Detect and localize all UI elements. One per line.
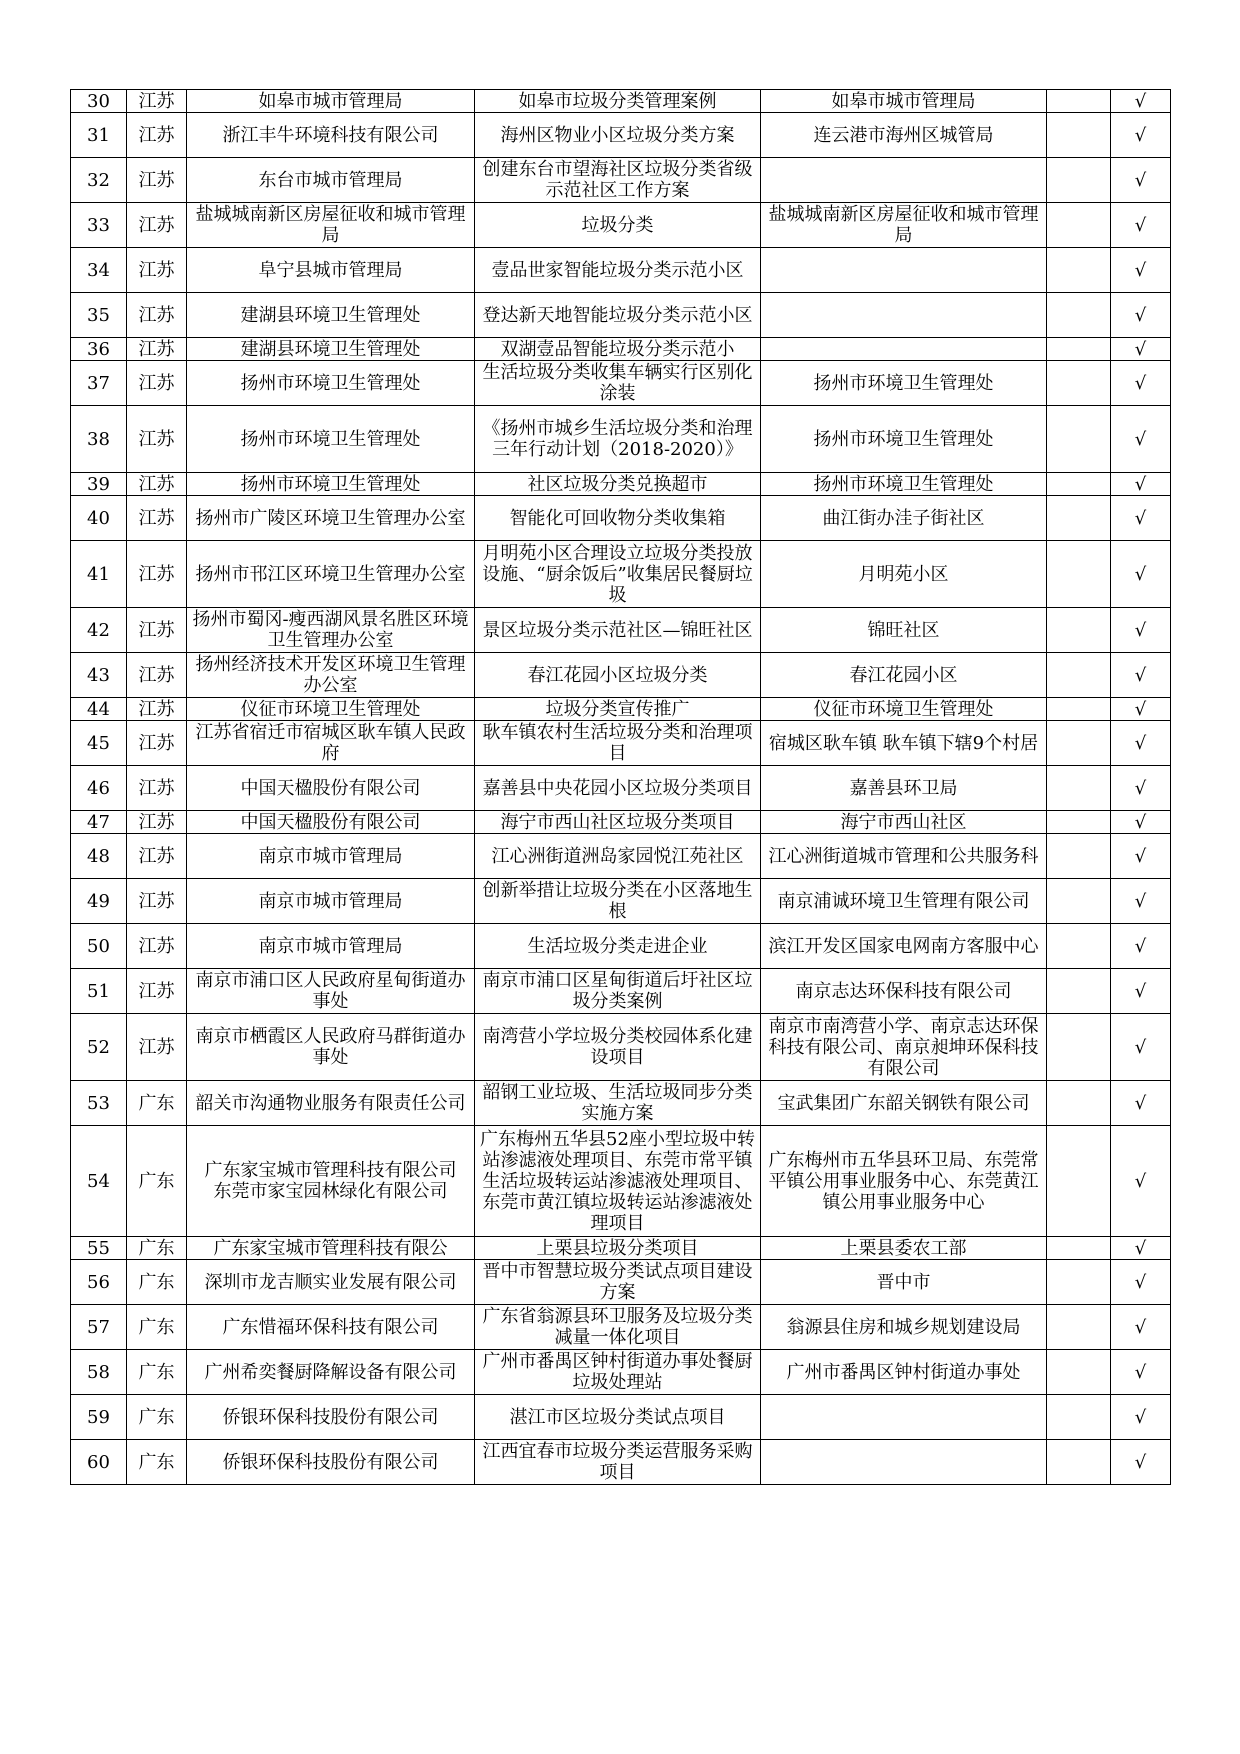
province-cell: 江苏 (127, 811, 187, 834)
table-row (71, 766, 1171, 811)
implementing-unit-cell: 南京志达环保科技有限公司 (761, 969, 1047, 1014)
empty-cell (1047, 969, 1111, 1014)
project-name-cell: 江心洲街道洲岛家园悦江苑社区 (475, 834, 761, 879)
implementing-unit-cell: 海宁市西山社区 (761, 811, 1047, 834)
province-cell: 江苏 (127, 879, 187, 924)
organization-cell: 江苏省宿迁市宿城区耿车镇人民政府 (187, 721, 475, 766)
implementing-unit-cell: 江心洲街道城市管理和公共服务科 (761, 834, 1047, 879)
empty-cell (1047, 338, 1111, 361)
province-cell: 江苏 (127, 113, 187, 158)
table-row (71, 608, 1171, 653)
implementing-unit-cell: 滨江开发区国家电网南方客服中心 (761, 924, 1047, 969)
table-row (71, 1305, 1171, 1350)
implementing-unit-cell: 盐城城南新区房屋征收和城市管理局 (761, 203, 1047, 248)
project-name-cell: 嘉善县中央花园小区垃圾分类项目 (475, 766, 761, 811)
check-mark-cell: √ (1111, 1395, 1171, 1440)
province-cell: 江苏 (127, 473, 187, 496)
organization-cell: 侨银环保科技股份有限公司 (187, 1440, 475, 1485)
check-mark-cell: √ (1111, 1440, 1171, 1485)
check-mark-cell: √ (1111, 1350, 1171, 1395)
row-number: 46 (71, 766, 127, 811)
project-name-cell: 南湾营小学垃圾分类校园体系化建设项目 (475, 1014, 761, 1081)
project-name-cell: 海宁市西山社区垃圾分类项目 (475, 811, 761, 834)
row-number: 58 (71, 1350, 127, 1395)
implementing-unit-cell (761, 248, 1047, 293)
province-cell: 广东 (127, 1440, 187, 1485)
empty-cell (1047, 1126, 1111, 1237)
row-number: 60 (71, 1440, 127, 1485)
implementing-unit-cell (761, 293, 1047, 338)
check-mark-cell: √ (1111, 811, 1171, 834)
check-mark-cell: √ (1111, 496, 1171, 541)
project-table (70, 89, 1171, 1485)
implementing-unit-cell: 晋中市 (761, 1260, 1047, 1305)
province-cell: 江苏 (127, 924, 187, 969)
organization-cell: 广东惜福环保科技有限公司 (187, 1305, 475, 1350)
province-cell: 广东 (127, 1395, 187, 1440)
organization-cell: 南京市栖霞区人民政府马群街道办事处 (187, 1014, 475, 1081)
organization-cell: 韶关市沟通物业服务有限责任公司 (187, 1081, 475, 1126)
organization-cell: 深圳市龙吉顺实业发展有限公司 (187, 1260, 475, 1305)
check-mark-cell: √ (1111, 653, 1171, 698)
row-number: 47 (71, 811, 127, 834)
check-mark-cell: √ (1111, 834, 1171, 879)
empty-cell (1047, 834, 1111, 879)
empty-cell (1047, 811, 1111, 834)
table-row (71, 1237, 1171, 1260)
implementing-unit-cell: 宝武集团广东韶关钢铁有限公司 (761, 1081, 1047, 1126)
organization-cell: 扬州市环境卫生管理处 (187, 473, 475, 496)
province-cell: 广东 (127, 1260, 187, 1305)
row-number: 55 (71, 1237, 127, 1260)
implementing-unit-cell (761, 1440, 1047, 1485)
empty-cell (1047, 1305, 1111, 1350)
project-name-cell: 《扬州市城乡生活垃圾分类和治理三年行动计划（2018-2020）》 (475, 406, 761, 473)
implementing-unit-cell: 南京浦诚环境卫生管理有限公司 (761, 879, 1047, 924)
province-cell: 广东 (127, 1237, 187, 1260)
organization-cell: 侨银环保科技股份有限公司 (187, 1395, 475, 1440)
empty-cell (1047, 1260, 1111, 1305)
table-row (71, 834, 1171, 879)
project-name-cell: 广州市番禺区钟村街道办事处餐厨垃圾处理站 (475, 1350, 761, 1395)
province-cell: 江苏 (127, 541, 187, 608)
implementing-unit-cell: 广东梅州市五华县环卫局、东莞常平镇公用事业服务中心、东莞黄江镇公用事业服务中心 (761, 1126, 1047, 1237)
implementing-unit-cell (761, 1395, 1047, 1440)
province-cell: 江苏 (127, 653, 187, 698)
organization-cell: 中国天楹股份有限公司 (187, 766, 475, 811)
table-row (71, 361, 1171, 406)
project-name-cell: 如皋市垃圾分类管理案例 (475, 90, 761, 113)
row-number: 59 (71, 1395, 127, 1440)
row-number: 45 (71, 721, 127, 766)
project-name-cell: 垃圾分类 (475, 203, 761, 248)
row-number: 50 (71, 924, 127, 969)
check-mark-cell: √ (1111, 608, 1171, 653)
row-number: 32 (71, 158, 127, 203)
check-mark-cell: √ (1111, 406, 1171, 473)
check-mark-cell: √ (1111, 361, 1171, 406)
table-row (71, 248, 1171, 293)
row-number: 48 (71, 834, 127, 879)
row-number: 54 (71, 1126, 127, 1237)
table-row (71, 698, 1171, 721)
implementing-unit-cell: 扬州市环境卫生管理处 (761, 406, 1047, 473)
organization-cell: 扬州市广陵区环境卫生管理办公室 (187, 496, 475, 541)
organization-cell: 广东家宝城市管理科技有限公司 东莞市家宝园林绿化有限公司 (187, 1126, 475, 1237)
empty-cell (1047, 203, 1111, 248)
project-name-cell: 韶钢工业垃圾、生活垃圾同步分类实施方案 (475, 1081, 761, 1126)
document-page (70, 89, 1171, 1485)
project-name-cell: 创新举措让垃圾分类在小区落地生根 (475, 879, 761, 924)
project-name-cell: 湛江市区垃圾分类试点项目 (475, 1395, 761, 1440)
table-row (71, 90, 1171, 113)
project-name-cell: 生活垃圾分类走进企业 (475, 924, 761, 969)
row-number: 39 (71, 473, 127, 496)
province-cell: 江苏 (127, 361, 187, 406)
empty-cell (1047, 496, 1111, 541)
check-mark-cell: √ (1111, 541, 1171, 608)
row-number: 36 (71, 338, 127, 361)
check-mark-cell: √ (1111, 698, 1171, 721)
project-name-cell: 创建东台市望海社区垃圾分类省级示范社区工作方案 (475, 158, 761, 203)
province-cell: 江苏 (127, 496, 187, 541)
project-name-cell: 壹品世家智能垃圾分类示范小区 (475, 248, 761, 293)
implementing-unit-cell: 扬州市环境卫生管理处 (761, 473, 1047, 496)
table-row (71, 541, 1171, 608)
table-row (71, 653, 1171, 698)
row-number: 44 (71, 698, 127, 721)
project-name-cell: 南京市浦口区星甸街道后圩社区垃圾分类案例 (475, 969, 761, 1014)
organization-cell: 如皋市城市管理局 (187, 90, 475, 113)
project-name-cell: 登达新天地智能垃圾分类示范小区 (475, 293, 761, 338)
empty-cell (1047, 1081, 1111, 1126)
check-mark-cell: √ (1111, 879, 1171, 924)
province-cell: 江苏 (127, 721, 187, 766)
organization-cell: 建湖县环境卫生管理处 (187, 293, 475, 338)
table-row (71, 1350, 1171, 1395)
empty-cell (1047, 653, 1111, 698)
implementing-unit-cell: 扬州市环境卫生管理处 (761, 361, 1047, 406)
project-name-cell: 垃圾分类宣传推广 (475, 698, 761, 721)
organization-cell: 扬州市环境卫生管理处 (187, 406, 475, 473)
table-row (71, 879, 1171, 924)
organization-cell: 中国天楹股份有限公司 (187, 811, 475, 834)
row-number: 42 (71, 608, 127, 653)
table-row (71, 1260, 1171, 1305)
empty-cell (1047, 766, 1111, 811)
project-name-cell: 智能化可回收物分类收集箱 (475, 496, 761, 541)
check-mark-cell: √ (1111, 293, 1171, 338)
check-mark-cell: √ (1111, 90, 1171, 113)
table-row (71, 1395, 1171, 1440)
organization-cell: 扬州市蜀冈-瘦西湖风景名胜区环境卫生管理办公室 (187, 608, 475, 653)
province-cell: 广东 (127, 1081, 187, 1126)
check-mark-cell: √ (1111, 338, 1171, 361)
table-row (71, 1081, 1171, 1126)
organization-cell: 广东家宝城市管理科技有限公 (187, 1237, 475, 1260)
province-cell: 广东 (127, 1350, 187, 1395)
empty-cell (1047, 113, 1111, 158)
empty-cell (1047, 248, 1111, 293)
organization-cell: 建湖县环境卫生管理处 (187, 338, 475, 361)
province-cell: 江苏 (127, 969, 187, 1014)
empty-cell (1047, 1350, 1111, 1395)
table-row (71, 1126, 1171, 1237)
empty-cell (1047, 879, 1111, 924)
empty-cell (1047, 721, 1111, 766)
implementing-unit-cell: 南京市南湾营小学、南京志达环保科技有限公司、南京昶坤环保科技有限公司 (761, 1014, 1047, 1081)
project-name-cell: 江西宜春市垃圾分类运营服务采购项目 (475, 1440, 761, 1485)
empty-cell (1047, 158, 1111, 203)
implementing-unit-cell: 仪征市环境卫生管理处 (761, 698, 1047, 721)
row-number: 51 (71, 969, 127, 1014)
implementing-unit-cell: 连云港市海州区城管局 (761, 113, 1047, 158)
empty-cell (1047, 1395, 1111, 1440)
table-row (71, 721, 1171, 766)
check-mark-cell: √ (1111, 248, 1171, 293)
empty-cell (1047, 541, 1111, 608)
row-number: 38 (71, 406, 127, 473)
province-cell: 江苏 (127, 834, 187, 879)
implementing-unit-cell (761, 338, 1047, 361)
project-name-cell: 广东梅州五华县52座小型垃圾中转站渗滤液处理项目、东莞市常平镇生活垃圾转运站渗滤液处理项目、东莞市黄江镇垃圾转运站渗滤液处理项目 (475, 1126, 761, 1237)
province-cell: 江苏 (127, 293, 187, 338)
organization-cell: 南京市城市管理局 (187, 924, 475, 969)
organization-cell: 扬州市邗江区环境卫生管理办公室 (187, 541, 475, 608)
organization-cell: 东台市城市管理局 (187, 158, 475, 203)
table-row (71, 158, 1171, 203)
province-cell: 江苏 (127, 90, 187, 113)
province-cell: 江苏 (127, 338, 187, 361)
check-mark-cell: √ (1111, 1014, 1171, 1081)
organization-cell: 浙江丰牛环境科技有限公司 (187, 113, 475, 158)
implementing-unit-cell: 曲江街办洼子街社区 (761, 496, 1047, 541)
table-row (71, 203, 1171, 248)
empty-cell (1047, 90, 1111, 113)
province-cell: 江苏 (127, 766, 187, 811)
table-row (71, 1440, 1171, 1485)
project-name-cell: 海州区物业小区垃圾分类方案 (475, 113, 761, 158)
implementing-unit-cell: 锦旺社区 (761, 608, 1047, 653)
empty-cell (1047, 1440, 1111, 1485)
project-name-cell: 耿车镇农村生活垃圾分类和治理项目 (475, 721, 761, 766)
organization-cell: 盐城城南新区房屋征收和城市管理局 (187, 203, 475, 248)
check-mark-cell: √ (1111, 969, 1171, 1014)
check-mark-cell: √ (1111, 1260, 1171, 1305)
project-name-cell: 广东省翁源县环卫服务及垃圾分类减量一体化项目 (475, 1305, 761, 1350)
row-number: 49 (71, 879, 127, 924)
project-name-cell: 春江花园小区垃圾分类 (475, 653, 761, 698)
province-cell: 江苏 (127, 158, 187, 203)
table-row (71, 338, 1171, 361)
implementing-unit-cell: 如皋市城市管理局 (761, 90, 1047, 113)
project-name-cell: 上栗县垃圾分类项目 (475, 1237, 761, 1260)
province-cell: 广东 (127, 1126, 187, 1237)
empty-cell (1047, 293, 1111, 338)
organization-cell: 扬州市环境卫生管理处 (187, 361, 475, 406)
organization-cell: 阜宁县城市管理局 (187, 248, 475, 293)
empty-cell (1047, 1237, 1111, 1260)
row-number: 31 (71, 113, 127, 158)
row-number: 40 (71, 496, 127, 541)
table-body (71, 90, 1171, 1485)
table-row (71, 473, 1171, 496)
check-mark-cell: √ (1111, 158, 1171, 203)
organization-cell: 南京市城市管理局 (187, 879, 475, 924)
row-number: 43 (71, 653, 127, 698)
project-name-cell: 社区垃圾分类兑换超市 (475, 473, 761, 496)
organization-cell: 广州希奕餐厨降解设备有限公司 (187, 1350, 475, 1395)
implementing-unit-cell: 广州市番禺区钟村街道办事处 (761, 1350, 1047, 1395)
organization-cell: 南京市城市管理局 (187, 834, 475, 879)
table-row (71, 496, 1171, 541)
row-number: 41 (71, 541, 127, 608)
table-row (71, 406, 1171, 473)
row-number: 52 (71, 1014, 127, 1081)
empty-cell (1047, 361, 1111, 406)
province-cell: 广东 (127, 1305, 187, 1350)
implementing-unit-cell: 宿城区耿车镇 耿车镇下辖9个村居 (761, 721, 1047, 766)
table-row (71, 969, 1171, 1014)
table-row (71, 293, 1171, 338)
province-cell: 江苏 (127, 248, 187, 293)
empty-cell (1047, 473, 1111, 496)
province-cell: 江苏 (127, 698, 187, 721)
table-row (71, 811, 1171, 834)
table-row (71, 1014, 1171, 1081)
project-name-cell: 月明苑小区合理设立垃圾分类投放设施、“厨余饭后”收集居民餐厨垃圾 (475, 541, 761, 608)
implementing-unit-cell (761, 158, 1047, 203)
province-cell: 江苏 (127, 1014, 187, 1081)
check-mark-cell: √ (1111, 1126, 1171, 1237)
row-number: 53 (71, 1081, 127, 1126)
province-cell: 江苏 (127, 406, 187, 473)
check-mark-cell: √ (1111, 924, 1171, 969)
empty-cell (1047, 698, 1111, 721)
implementing-unit-cell: 月明苑小区 (761, 541, 1047, 608)
project-name-cell: 双湖壹品智能垃圾分类示范小 (475, 338, 761, 361)
row-number: 56 (71, 1260, 127, 1305)
check-mark-cell: √ (1111, 113, 1171, 158)
empty-cell (1047, 924, 1111, 969)
check-mark-cell: √ (1111, 766, 1171, 811)
row-number: 37 (71, 361, 127, 406)
check-mark-cell: √ (1111, 473, 1171, 496)
check-mark-cell: √ (1111, 1081, 1171, 1126)
row-number: 34 (71, 248, 127, 293)
implementing-unit-cell: 上栗县委农工部 (761, 1237, 1047, 1260)
implementing-unit-cell: 嘉善县环卫局 (761, 766, 1047, 811)
project-name-cell: 晋中市智慧垃圾分类试点项目建设方案 (475, 1260, 761, 1305)
province-cell: 江苏 (127, 608, 187, 653)
check-mark-cell: √ (1111, 203, 1171, 248)
project-name-cell: 生活垃圾分类收集车辆实行区别化涂装 (475, 361, 761, 406)
project-name-cell: 景区垃圾分类示范社区—锦旺社区 (475, 608, 761, 653)
row-number: 30 (71, 90, 127, 113)
row-number: 57 (71, 1305, 127, 1350)
row-number: 33 (71, 203, 127, 248)
organization-cell: 扬州经济技术开发区环境卫生管理办公室 (187, 653, 475, 698)
check-mark-cell: √ (1111, 1305, 1171, 1350)
implementing-unit-cell: 春江花园小区 (761, 653, 1047, 698)
table-row (71, 924, 1171, 969)
check-mark-cell: √ (1111, 1237, 1171, 1260)
empty-cell (1047, 406, 1111, 473)
organization-cell: 仪征市环境卫生管理处 (187, 698, 475, 721)
organization-cell: 南京市浦口区人民政府星甸街道办事处 (187, 969, 475, 1014)
implementing-unit-cell: 翁源县住房和城乡规划建设局 (761, 1305, 1047, 1350)
table-row (71, 113, 1171, 158)
check-mark-cell: √ (1111, 721, 1171, 766)
empty-cell (1047, 608, 1111, 653)
empty-cell (1047, 1014, 1111, 1081)
province-cell: 江苏 (127, 203, 187, 248)
row-number: 35 (71, 293, 127, 338)
